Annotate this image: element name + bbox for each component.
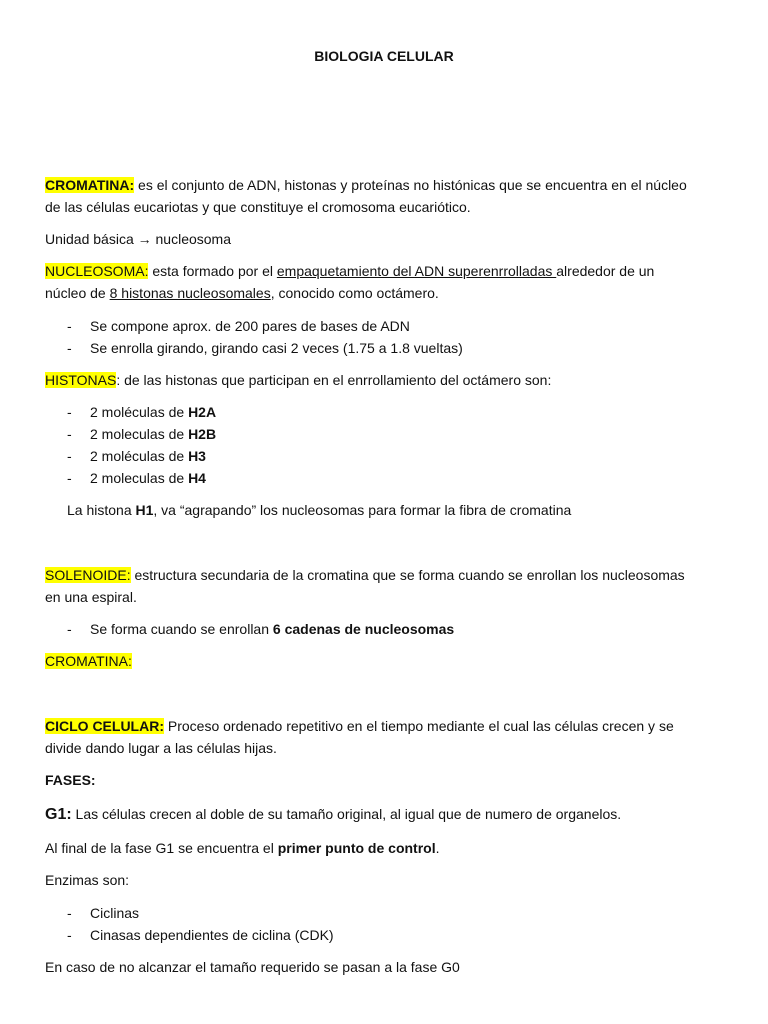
solenoide-text-1: estructura secundaria de la cromatina que se forma cuando se enrollan los nucleosomas [130, 567, 685, 583]
nucleosoma-u1: empaquetamiento del ADN superenrrolladas [276, 263, 557, 279]
bullet-dash: - [67, 621, 72, 637]
g0-line: En caso de no alcanzar el tamaño requerido se pasan a la fase G0 [45, 959, 460, 975]
nucleosoma-line-1 [45, 261, 654, 281]
arrow-right-icon: → [137, 231, 152, 247]
bullet-dash: - [67, 905, 72, 921]
list-item: 2 moléculas de H3 [90, 448, 206, 464]
g1-text: Las células crecen al doble de su tamaño original, al igual que de numero de organelos. [71, 806, 622, 822]
nucleosoma-t2: alrededor de un [556, 263, 655, 279]
nucleosoma-t1: esta formado por el [148, 263, 277, 279]
cromatina-line-1 [45, 175, 687, 195]
cromatina-2-label: CROMATINA: [45, 653, 132, 669]
bullet-dash: - [67, 448, 72, 464]
g1-label: G1: [45, 806, 72, 823]
list-item: Se compone aprox. de 200 pares de bases de ADN [90, 318, 410, 334]
unidad-basica-line [45, 229, 231, 249]
nucleosoma-u2: 8 histonas nucleosomales [109, 285, 271, 301]
list-item: Se enrolla girando, girando casi 2 veces (1.75 a 1.8 vueltas) [90, 340, 463, 356]
list-item: Se forma cuando se enrollan 6 cadenas de nucleosomas [90, 621, 455, 637]
nucleosoma-t3: núcleo de [45, 285, 110, 301]
list-item: Ciclinas [90, 905, 140, 921]
list-item: 2 moleculas de H2B [90, 426, 217, 442]
g1-line [45, 804, 621, 825]
bullet-dash: - [67, 318, 72, 334]
cromatina-text-1: es el conjunto de ADN, histonas y proteínas no histónicas que se encuentra en el núcleo [134, 177, 687, 193]
document-title: BIOLOGIA CELULAR [314, 48, 454, 64]
nucleosoma-line-2 [45, 283, 439, 303]
histonas-line [45, 370, 551, 390]
bullet-dash: - [67, 404, 72, 420]
list-item: 2 moléculas de H2A [90, 404, 217, 420]
histonas-label: HISTONAS [45, 372, 117, 388]
histonas-text: : de las histonas que participan en el enrrollamiento del octámero son: [116, 372, 552, 388]
solenoide-line-2: en una espiral. [45, 589, 137, 605]
enzimas-heading: Enzimas son: [45, 872, 130, 888]
bullet-dash: - [67, 927, 72, 943]
histona-h1-line: La histona H1, va “agrapando” los nucleosomas para formar la fibra de cromatina [67, 502, 572, 518]
bullet-dash: - [67, 470, 72, 486]
ciclo-line-2: divide dando lugar a las células hijas. [45, 740, 277, 756]
cromatina-label: CROMATINA: [45, 177, 135, 193]
unidad-post: nucleosoma [151, 231, 232, 247]
bullet-dash: - [67, 340, 72, 356]
ciclo-text-1: Proceso ordenado repetitivo en el tiempo mediante el cual las células crecen y se [164, 718, 674, 734]
ciclo-label: CICLO CELULAR: [45, 718, 164, 734]
cromatina-line-2: de las células eucariotas y que constituye el cromosoma eucariótico. [45, 199, 471, 215]
solenoide-line-1 [45, 565, 685, 585]
ciclo-line-1 [45, 716, 674, 736]
fases-heading: FASES: [45, 772, 96, 788]
list-item: Cinasas dependientes de ciclina (CDK) [90, 927, 334, 943]
list-item: 2 moleculas de H4 [90, 470, 206, 486]
unidad-pre: Unidad básica [45, 231, 138, 247]
nucleosoma-label: NUCLEOSOMA: [45, 263, 149, 279]
control-line: Al final de la fase G1 se encuentra el primer punto de control. [45, 840, 440, 856]
cromatina-2-line [45, 651, 132, 671]
nucleosoma-t4: , conocido como octámero. [270, 285, 439, 301]
solenoide-label: SOLENOIDE: [45, 567, 131, 583]
bullet-dash: - [67, 426, 72, 442]
